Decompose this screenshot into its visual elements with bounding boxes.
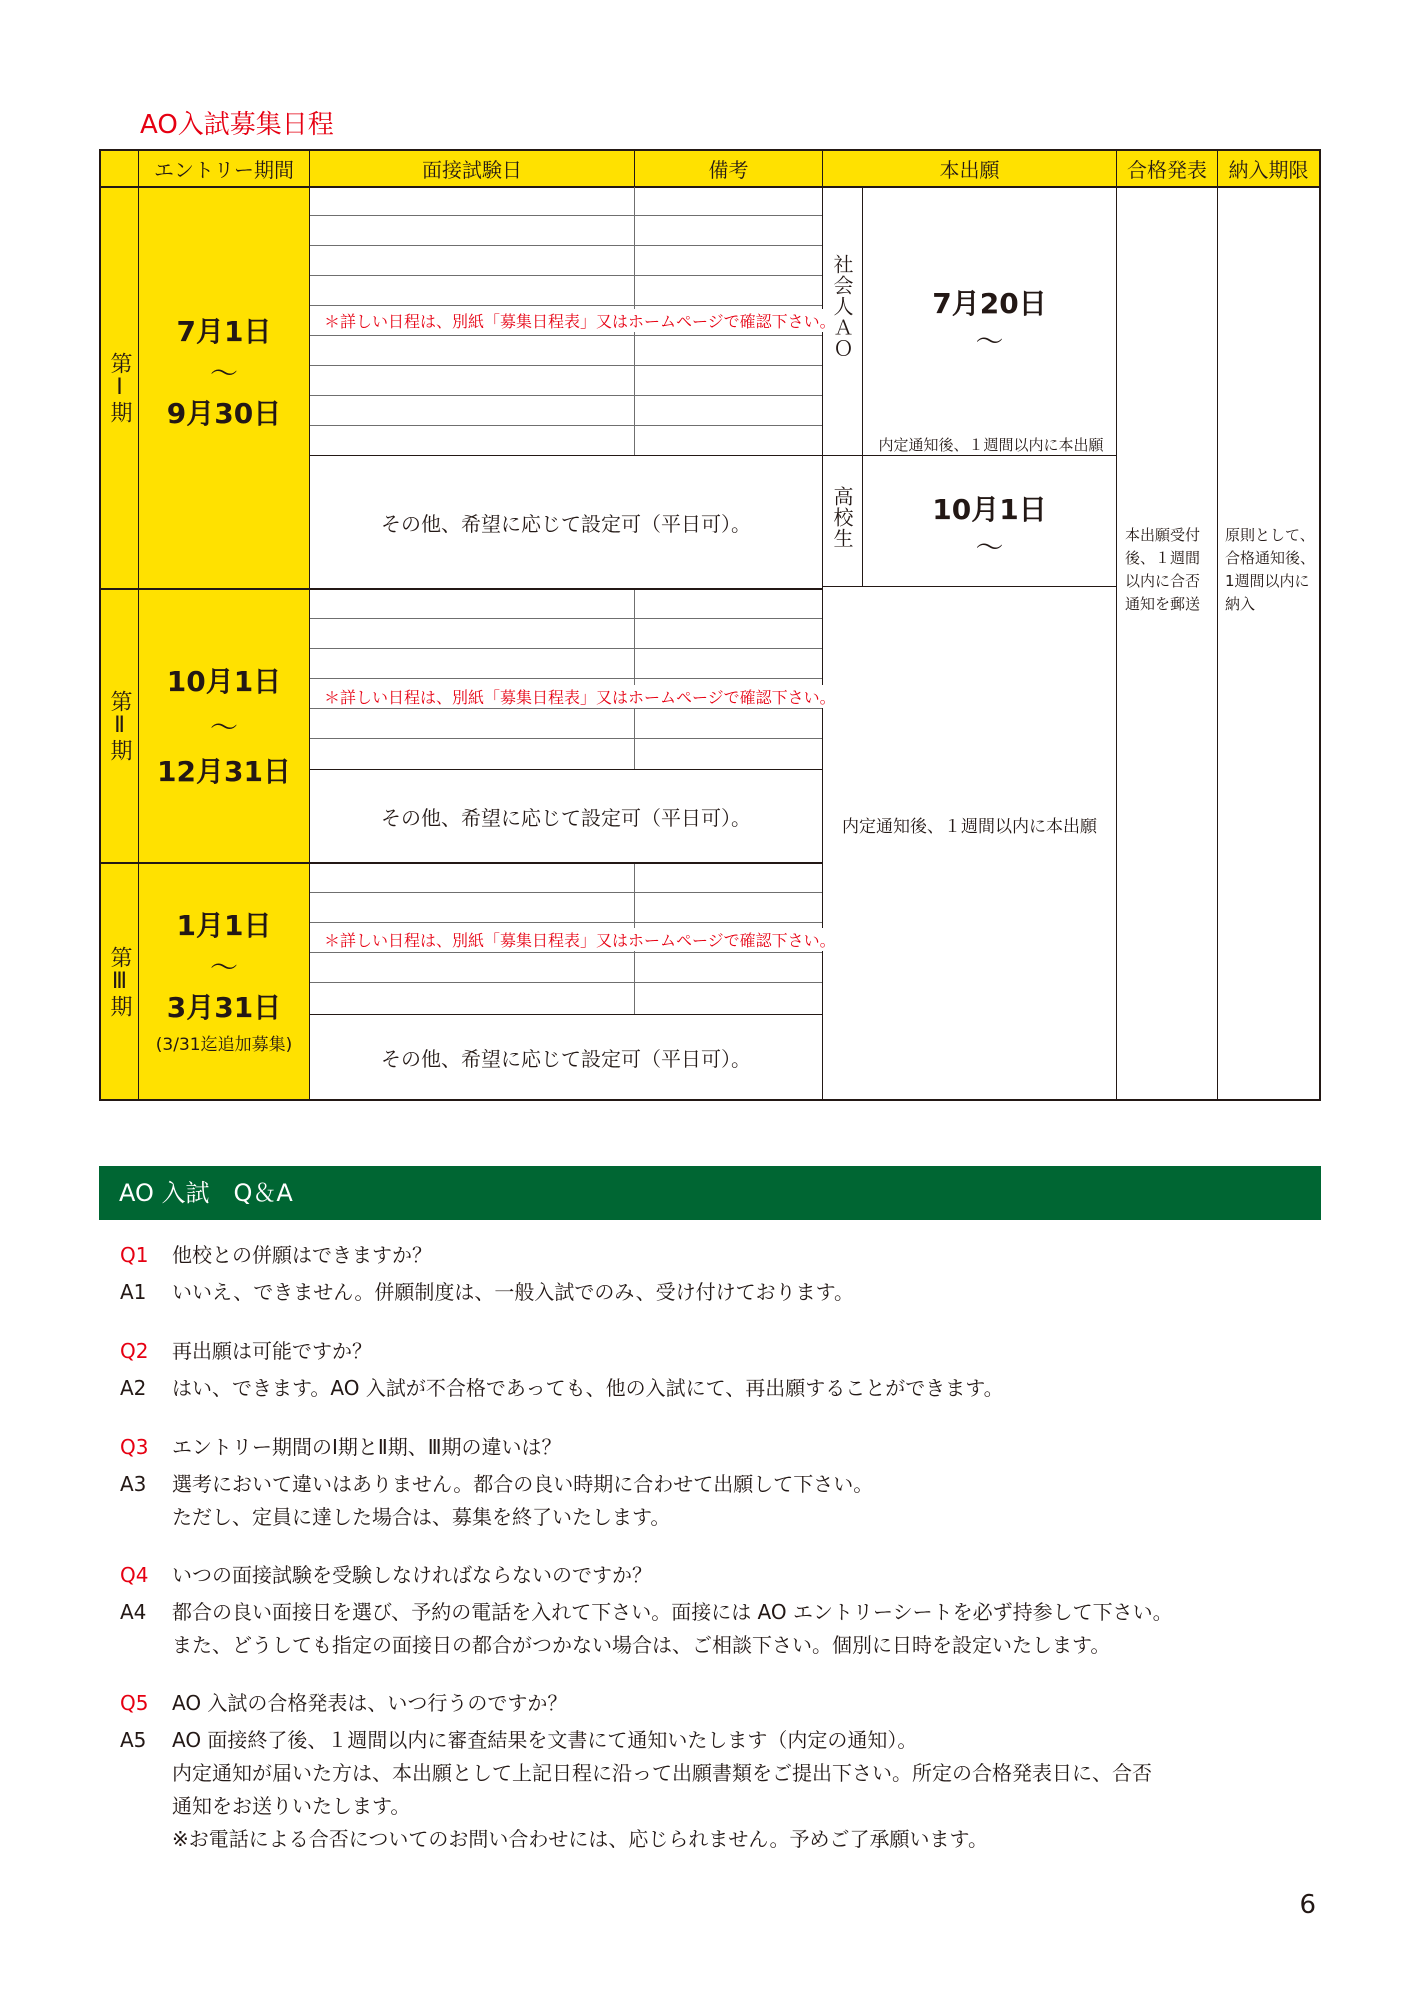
qa-q2 (120, 1334, 372, 1368)
term-1-other-note: その他、希望に応じて設定可（平日可）。 (381, 511, 751, 536)
shakaijin-tilde: ～ (975, 325, 1004, 358)
a2-label: A2 (120, 1376, 147, 1400)
a1-line-1: いいえ、できません。併願制度は、一般入試でのみ、受け付けております。 (172, 1280, 854, 1304)
schedule-title: AO入試募集日程 (140, 110, 334, 140)
shakaijin-date: 7月20日 (932, 287, 1047, 320)
term-3-label: 第Ⅲ期 (107, 946, 132, 1018)
header-entry: エントリー期間 (154, 158, 294, 182)
qa-a5 (120, 1723, 917, 1757)
term-2-label: 第Ⅱ期 (107, 690, 132, 762)
q2-text: 再出願は可能ですか？ (172, 1339, 372, 1363)
a5-line-2: 内定通知が届いた方は、本出願として上記日程に沿って出願書類をご提出下さい。所定の合格発表日に、合否 (172, 1761, 1152, 1785)
koukousei-date: 10月1日 (932, 493, 1047, 526)
term-2-end: 12月31日 (157, 755, 291, 788)
page-number: 6 (1299, 1890, 1316, 1920)
term-2-other-note: その他、希望に応じて設定可（平日可）。 (381, 805, 751, 830)
term-3-end: 3月31日 (166, 991, 282, 1024)
term-3-tilde: ～ (209, 951, 238, 984)
a4-line-1: 都合の良い面接日を選び、予約の電話を入れて下さい。面接には AO エントリーシートを必ず持参して下さい。 (172, 1600, 1173, 1624)
header-remarks: 備考 (708, 158, 749, 182)
term-1-start: 7月1日 (176, 315, 272, 348)
a3-line-2: ただし、定員に達した場合は、募集を終了いたします。 (172, 1505, 671, 1529)
a5-line-3: 通知をお送りいたします。 (172, 1794, 411, 1818)
q4-label: Q4 (120, 1563, 149, 1587)
term-1-label: 第Ⅰ期 (107, 352, 132, 424)
term-2-detail-note: ＊詳しい日程は、別紙「募集日程表」又はホームページで確認下さい。 (322, 685, 838, 708)
koukousei-label: 高校生 (830, 486, 854, 549)
header-payment: 納入期限 (1228, 158, 1309, 182)
koukousei-dates (863, 493, 1116, 564)
qa-a1 (120, 1275, 854, 1309)
a4-line-2: また、どうしても指定の面接日の都合がつかない場合は、ご相談下さい。個別に日時を設定いたします。 (172, 1633, 1111, 1657)
a5-label: A5 (120, 1728, 147, 1752)
header-result: 合格発表 (1127, 158, 1207, 182)
header-interview: 面接試験日 (422, 158, 522, 182)
q1-text: 他校との併願はできますか？ (172, 1243, 432, 1267)
header-application: 本出願 (939, 158, 1000, 182)
a5-line-4: ※お電話による合否についてのお問い合わせには、応じられません。予めご了承願います。 (172, 1827, 988, 1851)
term-1-end: 9月30日 (166, 397, 282, 430)
q2-label: Q2 (120, 1339, 149, 1363)
shakaijin-note: 内定通知後、１週間以内に本出願 (878, 436, 1104, 454)
term-3-extra: (3/31迄追加募集) (155, 1035, 293, 1055)
term-2-dates (139, 665, 309, 788)
q4-text: いつの面接試験を受験しなければならないのですか？ (172, 1563, 652, 1587)
payment-text: 原則として、 合格通知後、 1週間以内に 納入 (1225, 526, 1316, 613)
later-application-note: 内定通知後、１週間以内に本出願 (842, 817, 1097, 837)
result-text: 本出願受付 後、１週間 以内に合否 通知を郵送 (1125, 526, 1201, 613)
qa-q4 (120, 1558, 652, 1592)
qa-a3 (120, 1467, 873, 1501)
qa-heading: AO 入試 Q＆A (99, 1166, 1321, 1220)
shakaijin-ao-label: 社会人ＡＯ (830, 254, 854, 359)
a3-label: A3 (120, 1472, 147, 1496)
koukousei-tilde: ～ (975, 531, 1004, 564)
q3-text: エントリー期間のⅠ期とⅡ期、Ⅲ期の違いは？ (172, 1435, 562, 1459)
q5-label: Q5 (120, 1691, 149, 1715)
qa-a4 (120, 1595, 1173, 1629)
a3-line-1: 選考において違いはありません。都合の良い時期に合わせて出願して下さい。 (172, 1472, 874, 1496)
a4-label: A4 (120, 1600, 147, 1624)
q5-text: AO 入試の合格発表は、いつ行うのですか？ (172, 1691, 568, 1715)
qa-q5 (120, 1686, 567, 1720)
a2-line-1: はい、できます。AO 入試が不合格であっても、他の入試にて、再出願することができます。 (172, 1376, 1004, 1400)
term-3-detail-note: ＊詳しい日程は、別紙「募集日程表」又はホームページで確認下さい。 (322, 928, 838, 951)
term-2-tilde: ～ (209, 711, 238, 744)
term-1-dates (139, 315, 309, 430)
shakaijin-dates (863, 287, 1116, 358)
a1-label: A1 (120, 1280, 147, 1304)
term-3-other-note: その他、希望に応じて設定可（平日可）。 (381, 1046, 751, 1071)
qa-q1 (120, 1238, 432, 1272)
a5-line-1: AO 面接終了後、１週間以内に審査結果を文書にて通知いたします（内定の通知）。 (172, 1728, 918, 1752)
term-1-detail-note: ＊詳しい日程は、別紙「募集日程表」又はホームページで確認下さい。 (322, 309, 838, 332)
q3-label: Q3 (120, 1435, 149, 1459)
term-3-dates (139, 909, 309, 1055)
term-2-start: 10月1日 (166, 665, 282, 698)
term-3-start: 1月1日 (176, 909, 272, 942)
qa-q3 (120, 1430, 562, 1464)
q1-label: Q1 (120, 1243, 149, 1267)
qa-a2 (120, 1371, 1004, 1405)
term-1-tilde: ～ (209, 357, 238, 390)
